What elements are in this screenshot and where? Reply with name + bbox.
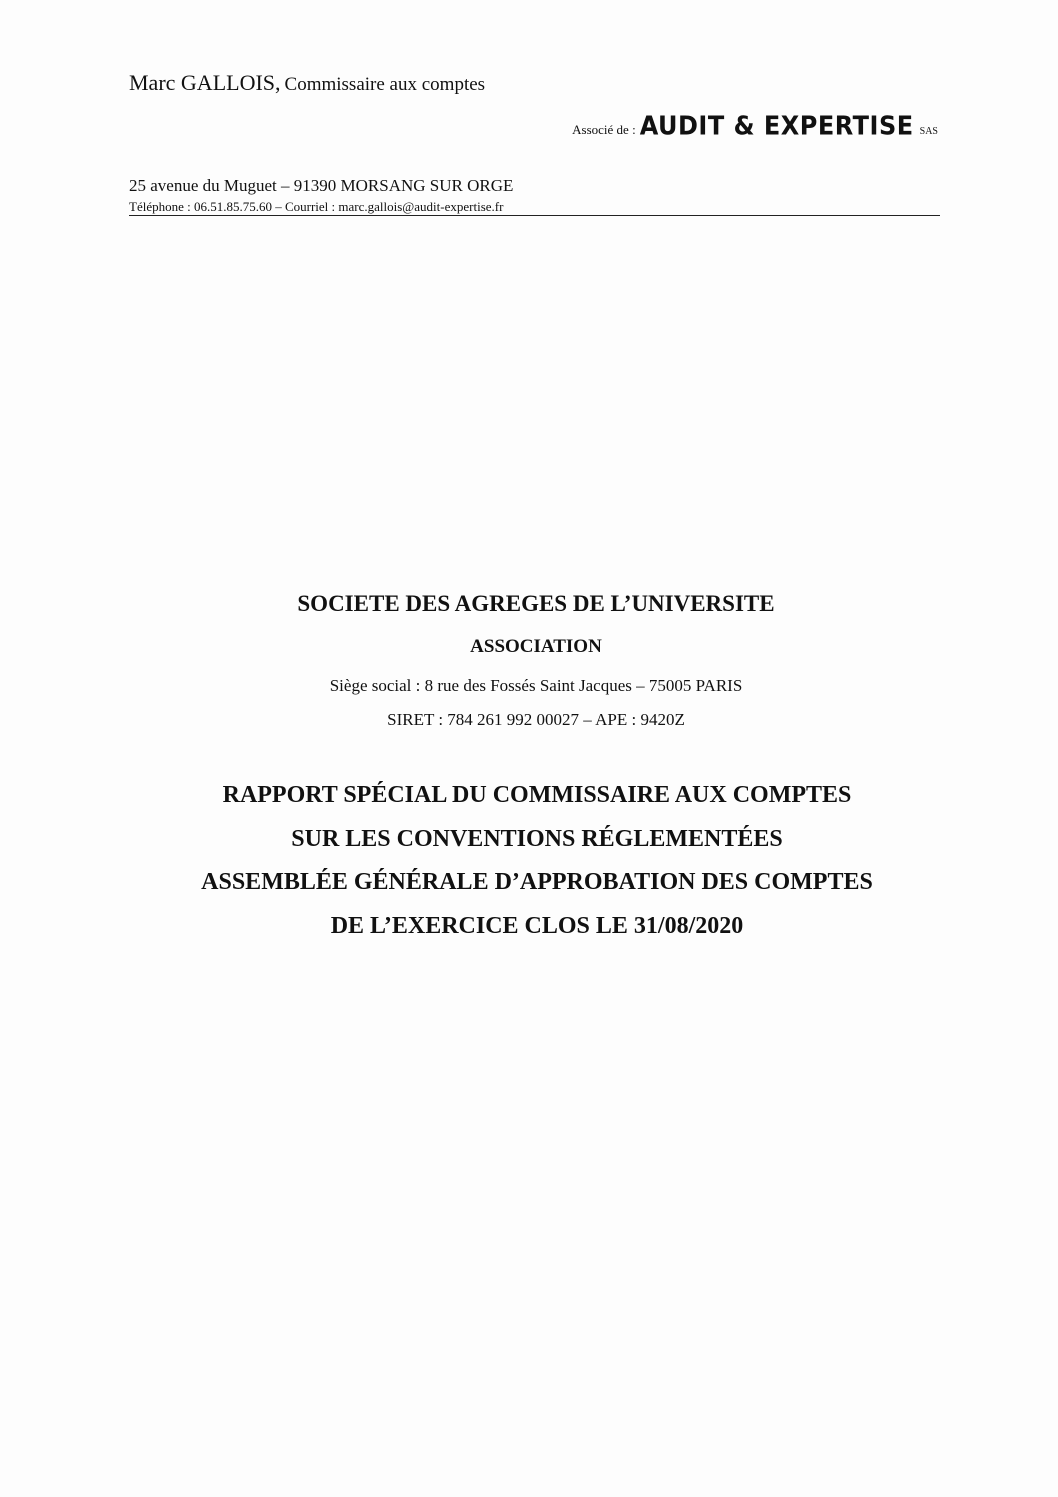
organization-siret: SIRET : 784 261 992 00027 – APE : 9420Z xyxy=(387,710,685,729)
report-title-line: DE L’EXERCICE CLOS LE 31/08/2020 xyxy=(330,913,744,939)
report-title-line: ASSEMBLÉE GÉNÉRALE D’APPROBATION DES COMPTES xyxy=(201,869,873,895)
auditor-contact: Téléphone : 06.51.85.75.60 – Courriel : marc.gallois@audit-expertise.fr xyxy=(129,199,504,214)
report-title-line: SUR LES CONVENTIONS RÉGLEMENTÉES xyxy=(291,826,783,852)
firm-prefix: Associé de : xyxy=(572,122,636,137)
firm-suffix: SAS xyxy=(919,126,938,137)
organization-name: SOCIETE DES AGREGES DE L’UNIVERSITE xyxy=(297,591,775,616)
auditor-address: 25 avenue du Muguet – 91390 MORSANG SUR ORGE xyxy=(129,176,514,195)
auditor-title: Commissaire aux comptes xyxy=(284,74,486,95)
organization-type: ASSOCIATION xyxy=(470,636,602,657)
organization-seat: Siège social : 8 rue des Fossés Saint Jacques – 75005 PARIS xyxy=(329,676,743,695)
firm-logo: AUDIT & EXPERTISE xyxy=(639,110,914,142)
firm-affiliation xyxy=(572,112,938,140)
header-divider xyxy=(129,215,940,216)
auditor-heading xyxy=(129,70,485,96)
auditor-name: Marc GALLOIS, xyxy=(129,70,281,95)
report-title-line: RAPPORT SPÉCIAL DU COMMISSAIRE AUX COMPTES xyxy=(222,782,852,808)
